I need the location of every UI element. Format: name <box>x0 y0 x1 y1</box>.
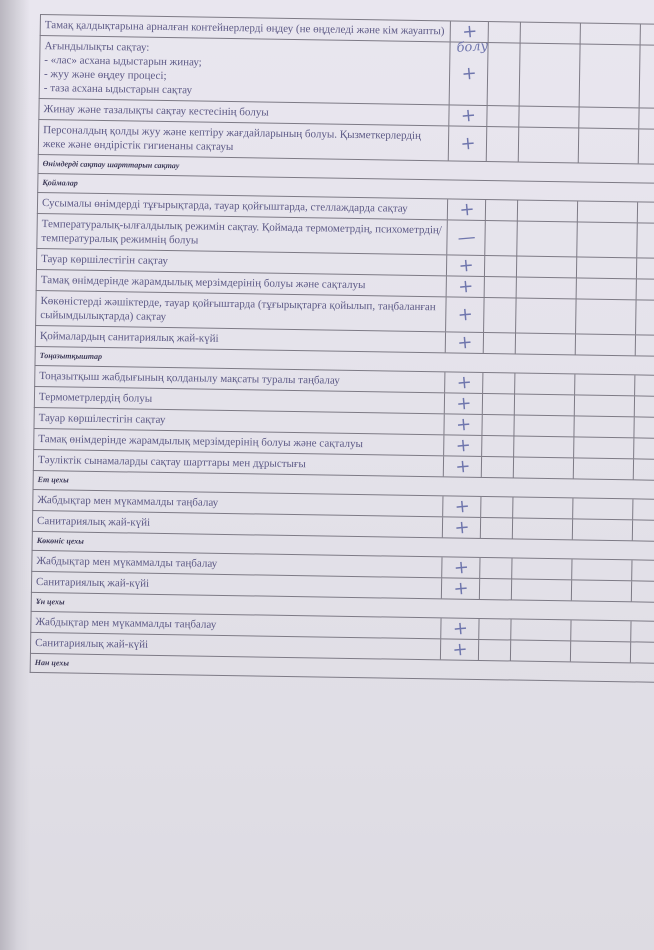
answer-cell <box>447 255 485 276</box>
answer-cell <box>444 456 482 477</box>
empty-cell <box>580 44 641 107</box>
empty-cell <box>513 518 573 539</box>
section-title: Өнімдерді сақтау шарттарын сақтау <box>42 159 180 171</box>
check-mark: + <box>453 516 470 539</box>
section-title: Нан цехы <box>34 657 69 668</box>
empty-cell <box>482 415 514 436</box>
empty-cell <box>479 619 511 640</box>
empty-cell <box>577 278 637 299</box>
empty-cell <box>489 22 521 43</box>
empty-cell <box>516 334 576 355</box>
requirement-text: Тауар көршілестігін сақтау <box>34 408 444 434</box>
empty-cell <box>576 334 636 355</box>
empty-cell <box>482 457 514 478</box>
answer-cell <box>445 372 483 393</box>
empty-cell <box>571 641 631 662</box>
empty-cell <box>517 257 577 278</box>
empty-cell <box>487 127 520 161</box>
requirement-text: Көкөністерді жәшіктерде, тауар қойғыштарда (тұғырықтарға қойылып, таңбаланған сыйымдылықтарда) сақтау <box>36 291 446 331</box>
check-mark: + <box>459 104 477 127</box>
empty-cell <box>574 437 634 458</box>
empty-cell <box>483 394 515 415</box>
empty-cell <box>485 256 517 277</box>
requirement-text: Персоналдың қолды жуу және кептіру жағдайларының болуы. Қызметкерлердің жеке және өндірістік гигиенаны сақтауы <box>39 120 449 160</box>
empty-cell <box>481 497 513 518</box>
empty-cell <box>572 580 632 601</box>
check-mark: + <box>454 413 472 436</box>
check-mark: + <box>459 132 476 155</box>
empty-cell <box>512 579 572 600</box>
answer-cell <box>443 517 481 538</box>
empty-cell <box>482 436 514 457</box>
empty-cell <box>573 498 633 519</box>
check-mark: + <box>453 495 471 518</box>
empty-cell <box>516 299 577 334</box>
requirement-text: Жабдықтар мен мүкаммалды таңбалау <box>32 551 442 577</box>
answer-cell <box>441 639 479 660</box>
empty-cell <box>517 222 578 257</box>
empty-cell <box>517 278 577 299</box>
empty-cell <box>481 518 513 539</box>
empty-cell <box>520 44 581 107</box>
answer-cell <box>447 220 486 255</box>
requirement-text: Санитариялық жай-күйі <box>31 633 441 659</box>
check-mark: + <box>452 577 469 600</box>
empty-cell <box>519 107 579 128</box>
empty-cell <box>514 458 574 479</box>
answer-cell <box>443 496 481 517</box>
empty-cell <box>576 299 637 334</box>
empty-cell <box>577 257 637 278</box>
section-title: Қоймалар <box>42 178 78 188</box>
empty-cell <box>581 23 641 44</box>
empty-cell <box>488 43 521 105</box>
check-mark: + <box>453 455 471 478</box>
check-mark: + <box>460 62 478 85</box>
check-mark: + <box>451 617 469 640</box>
empty-cell <box>512 558 572 579</box>
check-mark: + <box>456 275 474 298</box>
check-mark: + <box>452 556 470 579</box>
empty-cell <box>485 277 517 298</box>
empty-cell <box>487 106 519 127</box>
check-mark: + <box>456 303 474 326</box>
requirement-text: Тамақ қалдықтарына арналған контейнерлерді өңдеу (не өңделеді және кім жауапты) <box>41 15 451 41</box>
check-mark: + <box>454 392 472 415</box>
checklist-table <box>30 14 654 684</box>
empty-cell <box>571 620 631 641</box>
answer-cell <box>444 414 482 435</box>
requirement-text: Сусымалы өнімдерді тұғырықтарда, тауар қойғыштарда, стеллаждарда сақтау <box>38 193 448 219</box>
requirement-text: Тамақ өнімдерінде жарамдылық мерзімдерінің болуы және сақталуы <box>34 429 444 455</box>
empty-cell <box>514 437 574 458</box>
empty-cell <box>480 558 512 579</box>
empty-cell <box>577 222 638 257</box>
section-title: Ұн цехы <box>35 597 65 607</box>
check-mark: + <box>455 331 473 354</box>
empty-cell <box>521 23 581 44</box>
empty-cell <box>578 201 638 222</box>
empty-cell <box>575 395 635 416</box>
answer-cell <box>447 276 485 297</box>
answer-cell <box>442 578 480 599</box>
empty-cell <box>484 298 517 332</box>
empty-cell <box>515 374 575 395</box>
answer-cell <box>449 126 488 161</box>
empty-cell <box>486 200 518 221</box>
empty-cell <box>485 221 518 255</box>
empty-cell <box>483 373 515 394</box>
check-mark: + <box>455 371 473 394</box>
empty-cell <box>480 579 512 600</box>
requirement-text: Жинау және тазалықты сақтау кестесінің болуы <box>39 99 449 125</box>
empty-cell <box>511 640 571 661</box>
page-shadow <box>0 0 30 950</box>
empty-cell <box>574 416 634 437</box>
answer-cell <box>448 199 486 220</box>
empty-cell <box>579 107 639 128</box>
requirement-text: Қоймалардың санитариялық жай-күйі <box>36 326 446 352</box>
empty-cell <box>515 395 575 416</box>
requirement-text: Температуралық-ылғалдылық режимін сақтау. Қоймада термометрдің, психометрдің/температуралық режимнің болуы <box>37 214 447 254</box>
empty-cell <box>579 128 640 163</box>
answer-cell <box>446 332 484 353</box>
check-mark: + <box>454 434 472 457</box>
empty-cell <box>514 416 574 437</box>
answer-cell <box>442 557 480 578</box>
requirement-text: Тәуліктік сынамаларды сақтау шарттары мен дұрыстығы <box>34 450 444 476</box>
requirement-text: Тоңазытқыш жабдығының қолданылу мақсаты туралы таңбалау <box>35 366 445 392</box>
checklist-row <box>39 36 654 110</box>
answer-cell <box>444 435 482 456</box>
check-mark: + <box>451 638 469 661</box>
answer-cell <box>451 20 489 56</box>
empty-cell <box>479 640 511 661</box>
answer-cell <box>445 393 483 414</box>
empty-cell <box>519 128 580 163</box>
answer-cell <box>450 42 489 105</box>
answer-cell <box>449 105 487 126</box>
section-title: Көкөніс цехы <box>36 536 84 546</box>
empty-cell <box>572 559 632 580</box>
empty-cell <box>574 458 634 479</box>
requirement-text: Термометрлердің болуы <box>35 387 445 413</box>
section-title: Тоңазытқыштар <box>39 351 103 362</box>
empty-cell <box>573 519 633 540</box>
requirement-text: Тамақ өнімдерінде жарамдылық мерзімдерінің болуы және сақталуы <box>37 270 447 296</box>
section-title: Ет цехы <box>37 475 69 485</box>
handwritten-note: болу <box>456 38 489 56</box>
check-mark: + <box>460 20 478 43</box>
empty-cell <box>484 333 516 354</box>
check-mark: + <box>457 254 475 277</box>
requirement-text: Санитариялық жай-күйі <box>33 511 443 537</box>
answer-cell <box>441 618 479 639</box>
requirement-text: Ағындылықты сақтау: - «лас» асхана ыдыстарын жинау; - жуу және өңдеу процесі; - таза асхана ыдыстарын сақтау <box>40 36 451 104</box>
dash-mark: — <box>456 226 476 249</box>
empty-cell <box>575 374 635 395</box>
check-mark: + <box>458 198 475 221</box>
empty-cell <box>511 619 571 640</box>
answer-cell <box>446 297 485 332</box>
requirement-text: Санитариялық жай-күйі <box>32 572 442 598</box>
requirement-text: Жабдықтар мен мүкаммалды таңбалау <box>33 490 443 516</box>
empty-cell <box>518 201 578 222</box>
requirement-text: Жабдықтар мен мүкаммалды таңбалау <box>31 612 441 638</box>
requirement-text: Тауар көршілестігін сақтау <box>37 249 447 275</box>
empty-cell <box>513 497 573 518</box>
